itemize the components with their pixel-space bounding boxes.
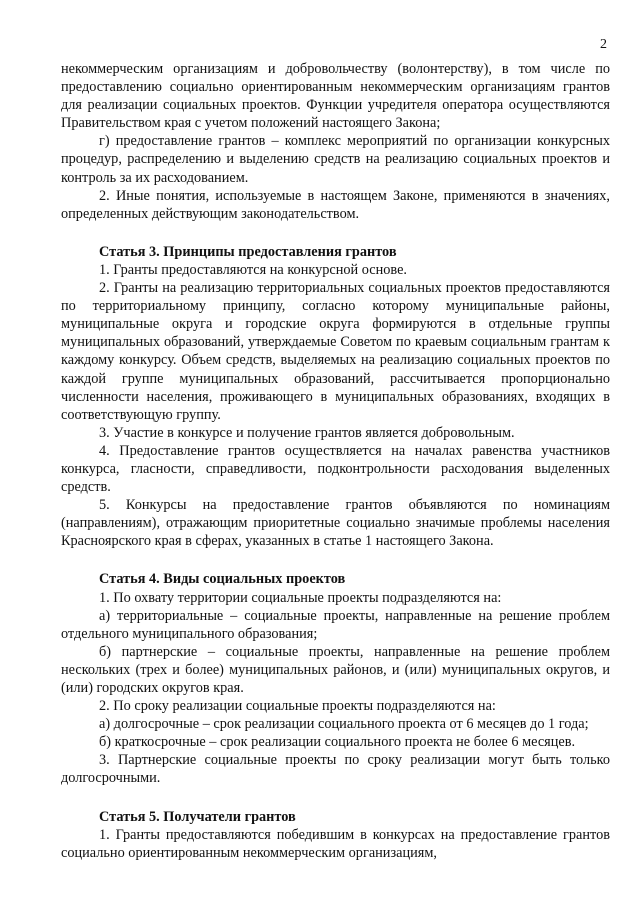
article-3-title: Статья 3. Принципы предоставления грантов	[99, 243, 397, 260]
intro-paragraph-2: г) предоставление грантов – комплекс мероприятий по организации конкурсных процедур, распределению и выделению средств на реализацию социальных проектов и контроль за их расходованием.	[61, 133, 610, 186]
article-4-paragraph: 3. Партнерские социальные проекты по сроку реализации могут быть только долгосрочными.	[61, 752, 610, 787]
article-3-paragraph: 3. Участие в конкурсе и получение грантов является добровольным.	[99, 424, 515, 441]
article-4-paragraph: 2. По сроку реализации социальные проекты подразделяются на:	[99, 698, 496, 715]
article-3	[61, 243, 610, 551]
page-number: 2	[600, 37, 607, 52]
article-4-paragraph: 1. По охвату территории социальные проекты подразделяются на:	[99, 589, 502, 606]
article-5	[61, 808, 610, 862]
article-4-paragraph: б) партнерские – социальные проекты, направленные на решение проблем нескольких (трех и более) муниципальных районов, и (или) муниципальных округов, и (или) городских округов края.	[61, 643, 610, 696]
article-4-paragraph: а) долгосрочные – срок реализации социального проекта от 6 месяцев до 1 года;	[99, 716, 589, 733]
article-4-title: Статья 4. Виды социальных проектов	[99, 571, 346, 588]
article-4	[61, 570, 610, 787]
article-5-title: Статья 5. Получатели грантов	[99, 808, 296, 825]
intro-block	[61, 36, 610, 223]
intro-paragraph-3: 2. Иные понятия, используемые в настоящем Законе, применяются в значениях, определенных действующим законодательством.	[61, 187, 610, 222]
article-3-paragraph: 1. Гранты предоставляются на конкурсной основе.	[99, 261, 408, 278]
article-4-paragraph: а) территориальные – социальные проекты, направленные на решение проблем отдельного муниципального образования;	[61, 607, 610, 642]
article-3-paragraph: 5. Конкурсы на предоставление грантов объявляются по номинациям (направлениям), отражающим приоритетные социально значимые проблемы населения Красноярского края в сферах, указанных в статье 1 настоящего Закона.	[61, 497, 610, 550]
article-4-paragraph: б) краткосрочные – срок реализации социального проекта не более 6 месяцев.	[99, 734, 576, 751]
intro-paragraph-1: некоммерческим организациям и добровольчеству (волонтерству), в том числе по предоставлению социально ориентированным некоммерческим организациям грантов для реализации социальных проектов. Функции учредителя оператора осуществляются Правительством края с учетом положений настоящего Закона;	[61, 61, 610, 132]
article-3-paragraph: 2. Гранты на реализацию территориальных социальных проектов предоставляются по территориальному принципу, согласно которому муниципальные районы, муниципальные округа и городские округа формируются в отдельные группы муниципальных образований, утверждаемые Советом по краевым социальным грантам к каждому конкурсу. Объем средств, выделяемых на реализацию социальных проектов по каждой группе муниципальных образований, рассчитывается пропорционально численности населения, проживающего в муниципальных образованиях, входящих в соответствующую группу.	[61, 280, 610, 423]
article-3-paragraph: 4. Предоставление грантов осуществляется на началах равенства участников конкурса, гласности, справедливости, подконтрольности расходования выделенных средств.	[61, 442, 610, 496]
article-5-paragraph: 1. Гранты предоставляются победившим в конкурсах на предоставление грантов социально ориентированным некоммерческим организациям,	[61, 826, 610, 861]
